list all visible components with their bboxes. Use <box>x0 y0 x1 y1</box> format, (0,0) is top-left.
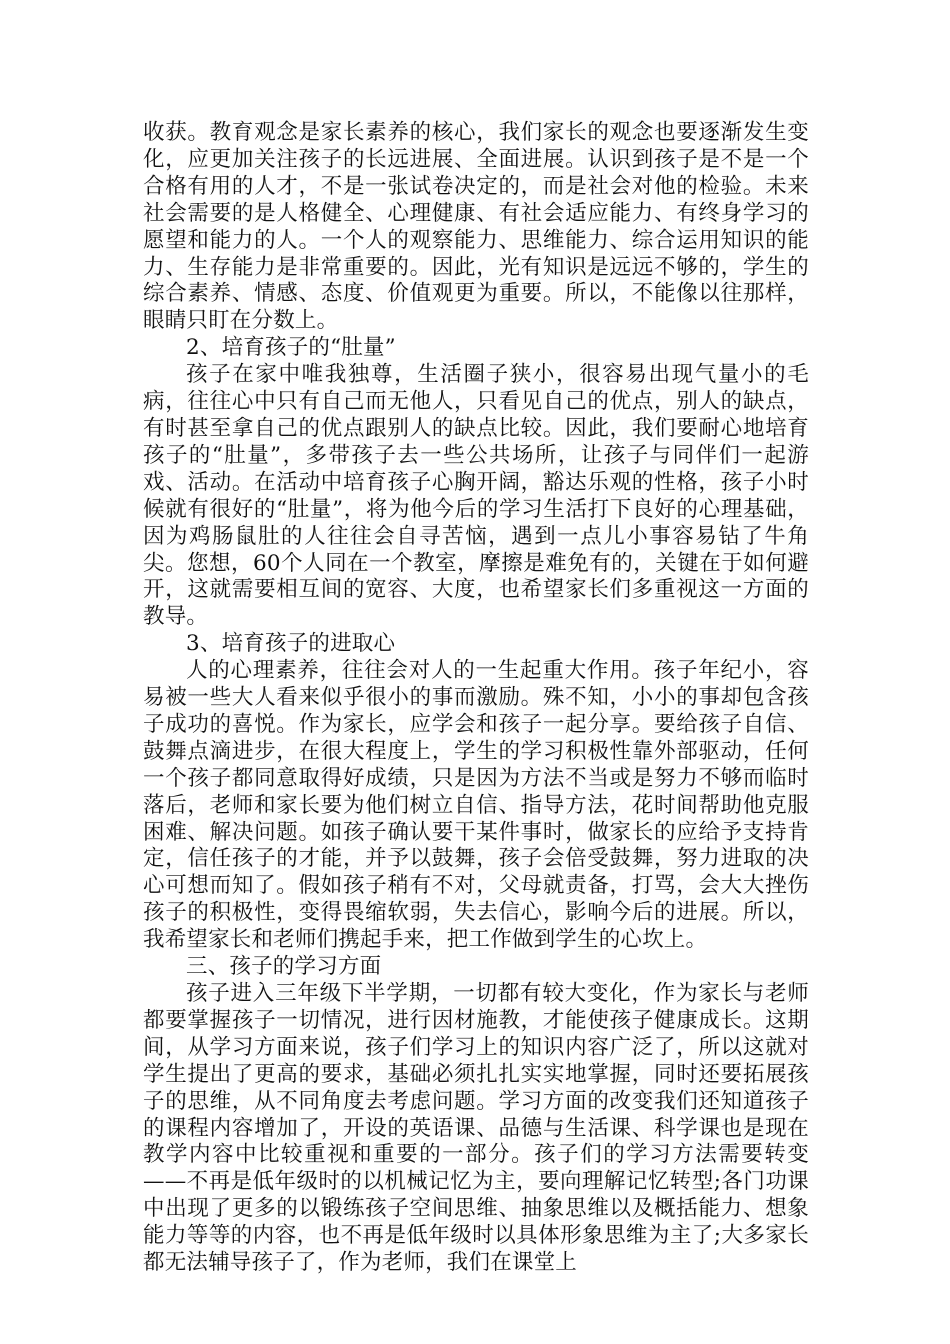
heading-generosity: 2、培育孩子的“肚量” <box>186 335 396 361</box>
paragraph-generosity: 孩子在家中唯我独尊，生活圈子狭小，很容易出现气量小的毛病，往往心中只有自己而无他人，只看见自己的优点，别人的缺点，有时甚至拿自己的优点跟别人的缺点比较。因此，我们要耐心地培育孩子的“肚量”，多带孩子去一些公共场所，让孩子与同伴们一起游戏、活动。在活动中培育孩子心胸开阔，豁达乐观的性格，孩子小时候就有很好的“肚量”，将为他今后的学习生活打下良好的心理基础，因为鸡肠鼠肚的人往往会自寻苦恼，遇到一点儿小事容易钻了牛角尖。您想，60个人同在一个教室，摩擦是难免有的，关键在于如何避开，这就需要相互间的宽容、大度，也希望家长们多重视这一方面的教导。 <box>143 362 809 630</box>
heading-ambition: 3、培育孩子的进取心 <box>186 631 396 657</box>
document-page <box>143 120 809 1277</box>
paragraph-ambition: 人的心理素养，往往会对人的一生起重大作用。孩子年纪小，容易被一些大人看来似乎很小的事而激励。殊不知，小小的事却包含孩子成功的喜悦。作为家长，应学会和孩子一起分享。要给孩子自信、鼓舞点滴进步，在很大程度上，学生的学习积极性靠外部驱动，任何一个孩子都同意取得好成绩，只是因为方法不当或是努力不够而临时落后，老师和家长要为他们树立自信、指导方法，花时间帮助他克服困难、解决问题。如孩子确认要干某件事时，做家长的应给予支持肯定，信任孩子的才能，并予以鼓舞，孩子会倍受鼓舞，努力进取的决心可想而知了。假如孩子稍有不对，父母就责备，打骂，会大大挫伤孩子的积极性，变得畏缩软弱，失去信心，影响今后的进展。所以，我希望家长和老师们携起手来，把工作做到学生的心坎上。 <box>143 658 809 953</box>
paragraph-study: 孩子进入三年级下半学期，一切都有较大变化，作为家长与老师都要掌握孩子一切情况，进行因材施教，才能使孩子健康成长。这期间，从学习方面来说，孩子们学习上的知识内容广泛了，所以这就对学生提出了更高的要求，基础必须扎扎实实地掌握，同时还要拓展孩子的思维，从不同角度去考虑问题。学习方面的改变我们还知道孩子的课程内容增加了，开设的英语课、品德与生活课、科学课也是现在教学内容中比较重视和重要的一部分。孩子们的学习方法需要转变——不再是低年级时的以机械记忆为主，要向理解记忆转型;各门功课中出现了更多的以锻练孩子空间思维、抽象思维以及概括能力、想象能力等等的内容，也不再是低年级时以具体形象思维为主了;大多家长都无法辅导孩子了，作为老师，我们在课堂上 <box>143 981 809 1276</box>
paragraph-intro: 收获。教育观念是家长素养的核心，我们家长的观念也要逐渐发生变化，应更加关注孩子的长远进展、全面进展。认识到孩子是不是一个合格有用的人才，不是一张试卷决定的，而是社会对他的检验。未来社会需要的是人格健全、心理健康、有社会适应能力、有终身学习的愿望和能力的人。一个人的观察能力、思维能力、综合运用知识的能力、生存能力是非常重要的。因此，光有知识是远远不够的，学生的综合素养、情感、态度、价值观更为重要。所以，不能像以往那样，眼睛只盯在分数上。 <box>143 120 809 334</box>
heading-study: 三、孩子的学习方面 <box>186 954 382 980</box>
